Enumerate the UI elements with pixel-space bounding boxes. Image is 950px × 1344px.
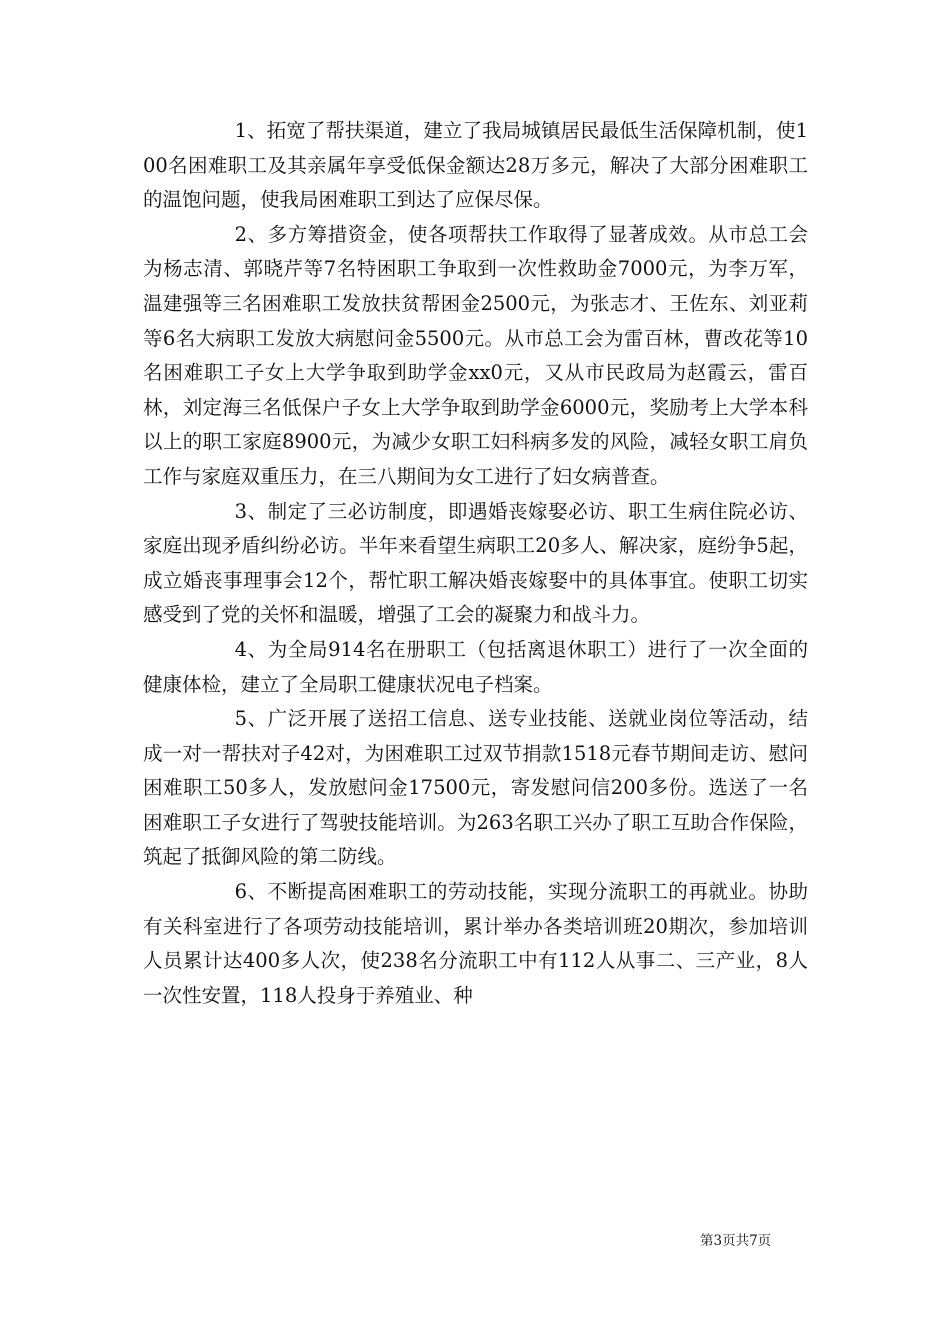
paragraph-3: 3、制定了三必访制度，即遇婚丧嫁娶必访、职工生病住院必访、家庭出现矛盾纠纷必访。半年来看望生病职工20多人、解决家，庭纷争5起，成立婚丧事理事会12个，帮忙职工解决婚丧嫁娶中的具体事宜。使职工切实感受到了党的关怀和温暖，增强了工会的凝聚力和战斗力。 [143,499,808,627]
paragraph-2: 2、多方筹措资金，使各项帮扶工作取得了显著成效。从市总工会为杨志清、郭晓芹等7名特困职工争取到一次性救助金7000元，为李万军，温建强等三名困难职工发放扶贫帮困金2500元，为张志才、王佐东、刘亚莉等6名大病职工发放大病慰问金5500元。从市总工会为雷百林，曹改花等10名困难职工子女上大学争取到助学金xx0元，又从市民政局为赵霞云，雷百林，刘定海三名低保户子女上大学争取到助学金6000元，奖励考上大学本科以上的职工家庭8900元，为减少女职工妇科病多发的风险，减轻女职工肩负工作与家庭双重压力，在三八期间为女工进行了妇女病普查。 [143,222,808,488]
paragraph-5: 5、广泛开展了送招工信息、送专业技能、送就业岗位等活动，结成一对一帮扶对子42对，为困难职工过双节捐款1518元春节期间走访、慰问困难职工50多人，发放慰问金17500元，寄发慰问信200多份。选送了一名困难职工子女进行了驾驶技能培训。为263名职工兴办了职工互助合作保险，筑起了抵御风险的第二防线。 [143,707,808,869]
paragraph-6: 6、不断提高困难职工的劳动技能，实现分流职工的再就业。协助有关科室进行了各项劳动技能培训，累计举办各类培训班20期次，参加培训人员累计达400多人次，使238名分流职工中有112人从事二、三产业，8人一次性安置，118人投身于养殖业、种 [143,880,808,1007]
paragraph-4: 4、为全局914名在册职工（包括离退休职工）进行了一次全面的健康体检，建立了全局职工健康状况电子档案。 [143,637,808,696]
page-number-footer: 第3页共7页 [700,1233,772,1249]
document-body [143,114,808,1013]
paragraph-1: 1、拓宽了帮扶渠道，建立了我局城镇居民最低生活保障机制，使100名困难职工及其亲属年享受低保金额达28万多元，解决了大部分困难职工的温饱问题，使我局困难职工到达了应保尽保。 [143,119,808,212]
